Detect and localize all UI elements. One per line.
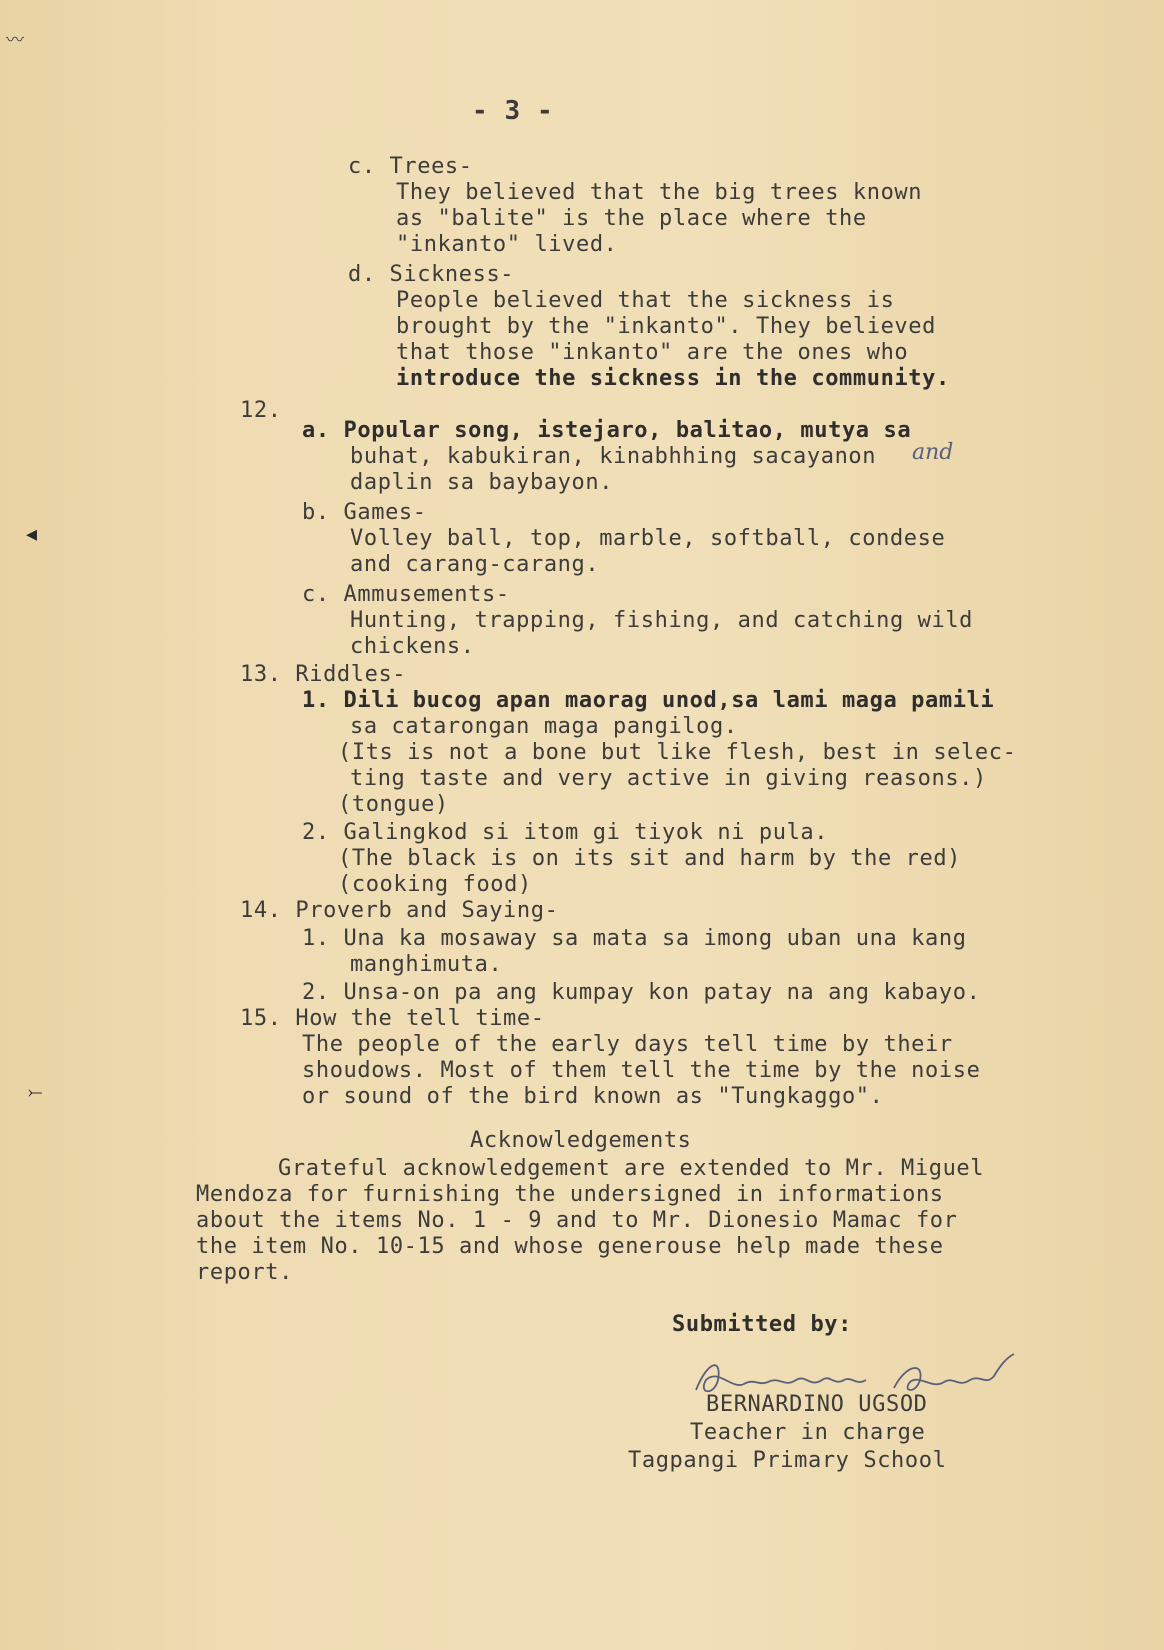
sickness-heading: d. Sickness- (348, 262, 515, 287)
amusements-line-1: Hunting, trapping, fishing, and catching wild (350, 608, 974, 633)
proverb-2-line: 2. Unsa-on pa ang kumpay kon patay na ang kabayo. (302, 980, 981, 1005)
sickness-line-2: brought by the "inkanto". They believed (396, 314, 936, 339)
tell-time-line-1: The people of the early days tell time by their (302, 1032, 953, 1057)
signatory-name: BERNARDINO UGSOD (706, 1392, 928, 1417)
amusements-heading: c. Ammusements- (302, 582, 510, 607)
trees-heading: c. Trees- (348, 154, 473, 179)
sickness-line-3: that those "inkanto" are the ones who (396, 340, 909, 365)
popular-song-line-3: daplin sa baybayon. (350, 470, 614, 495)
acknowledgements-line-3: about the items No. 1 - 9 and to Mr. Dionesio Mamac for (196, 1208, 958, 1233)
proverb-1-line-1: 1. Una ka mosaway sa mata sa imong uban una kang (302, 926, 967, 951)
sickness-line-1: People believed that the sickness is (396, 288, 895, 313)
acknowledgements-line-1: Grateful acknowledgement are extended to Mr. Miguel (278, 1156, 985, 1181)
acknowledgements-line-2: Mendoza for furnishing the undersigned in informations (196, 1182, 944, 1207)
games-line-1: Volley ball, top, marble, softball, condese (350, 526, 946, 551)
acknowledgements-line-5: report. (196, 1260, 293, 1285)
margin-arrow-mark: ◂ (26, 522, 38, 547)
signatory-school: Tagpangi Primary School (628, 1448, 947, 1473)
riddle-2-line-1: 2. Galingkod si itom gi tiyok ni pula. (302, 820, 829, 845)
riddle-1-line-4: ting taste and very active in giving reasons.) (350, 766, 987, 791)
acknowledgements-heading: Acknowledgements (470, 1128, 692, 1153)
riddle-2-line-2: (The black is on its sit and harm by the red) (338, 846, 962, 871)
trees-line-2: as "balite" is the place where the (396, 206, 867, 231)
tell-time-line-2: shoudows. Most of them tell the time by the noise (302, 1058, 981, 1083)
trees-line-1: They believed that the big trees known (396, 180, 923, 205)
riddles-heading: 13. Riddles- (240, 662, 407, 687)
popular-song-line-1: a. Popular song, istejaro, balitao, mutya sa (302, 418, 912, 443)
riddle-1-line-2: sa catarongan maga pangilog. (350, 714, 738, 739)
submitted-by-label: Submitted by: (672, 1312, 852, 1337)
riddle-1-line-1: 1. Dili bucog apan maorag unod,sa lami maga pamili (302, 688, 995, 713)
handwritten-and: and (912, 440, 954, 465)
page-number: - 3 - (472, 96, 554, 126)
riddle-2-answer: (cooking food) (338, 872, 532, 897)
tell-time-line-3: or sound of the bird known as "Tungkaggo". (302, 1084, 884, 1109)
sickness-line-4: introduce the sickness in the community. (396, 366, 950, 391)
games-line-2: and carang-carang. (350, 552, 600, 577)
riddle-1-line-3: (Its is not a bone but like flesh, best in selec- (338, 740, 1017, 765)
proverb-heading: 14. Proverb and Saying- (240, 898, 559, 923)
trees-line-3: "inkanto" lived. (396, 232, 618, 257)
games-heading: b. Games- (302, 500, 427, 525)
margin-tick-mark: ⤚ (28, 1082, 43, 1103)
tell-time-heading: 15. How the tell time- (240, 1006, 545, 1031)
corner-ink-mark: 〰 (6, 30, 24, 51)
popular-song-line-2: buhat, kabukiran, kinabhhing sacayanon (350, 444, 877, 469)
acknowledgements-line-4: the item No. 10-15 and whose generouse help made these (196, 1234, 944, 1259)
proverb-1-line-2: manghimuta. (350, 952, 503, 977)
riddle-1-answer: (tongue) (338, 792, 449, 817)
amusements-line-2: chickens. (350, 634, 475, 659)
section-12-number: 12. (240, 398, 282, 423)
signatory-title: Teacher in charge (690, 1420, 926, 1445)
